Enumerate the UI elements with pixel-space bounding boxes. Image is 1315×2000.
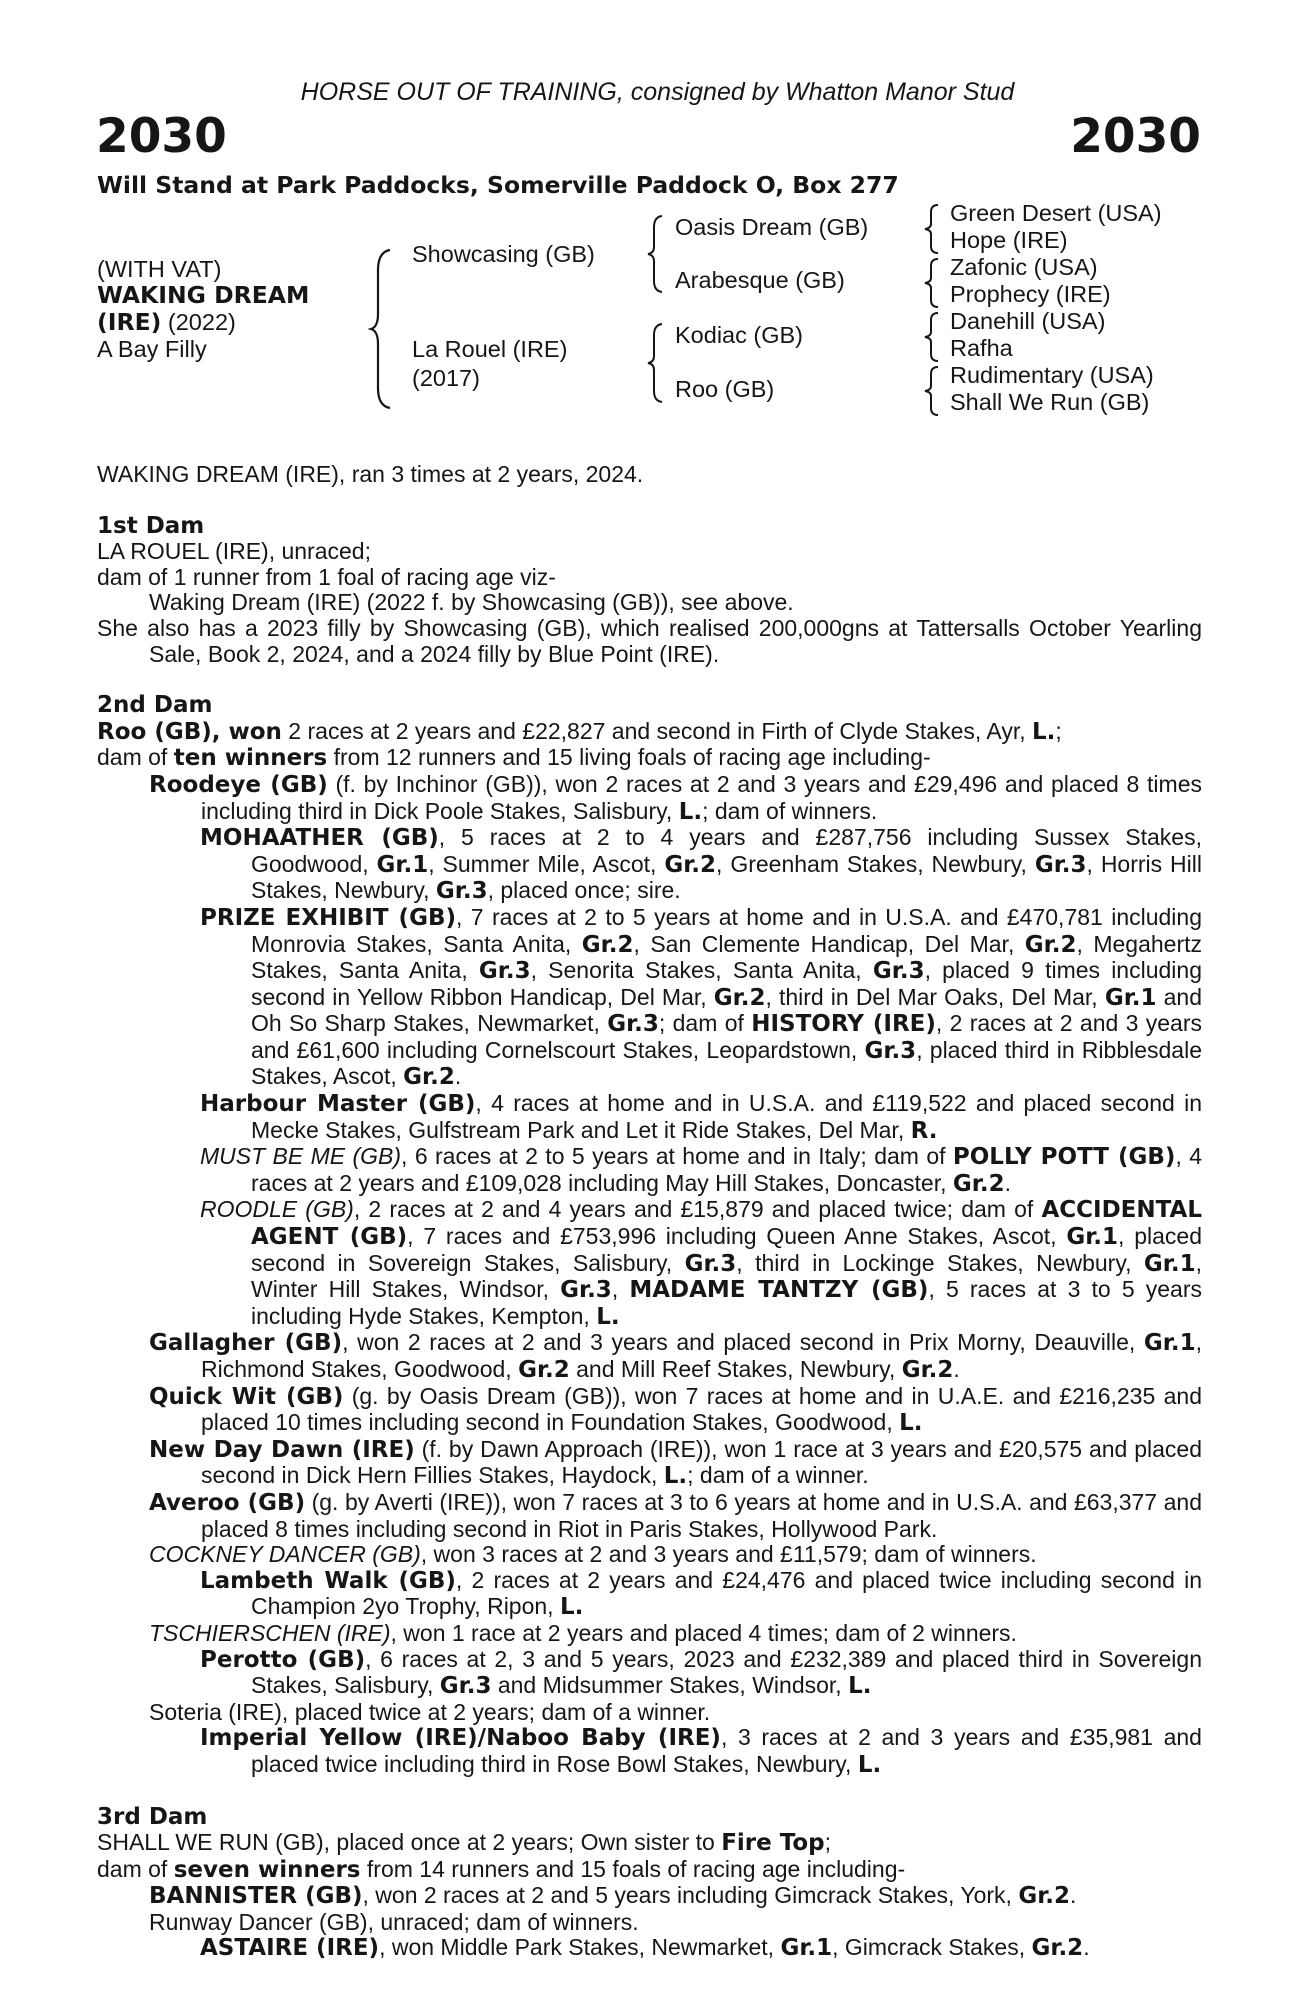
stabling-line: Will Stand at Park Paddocks, Somerville Paddock O, Box 277 bbox=[97, 171, 899, 199]
horse-description: A Bay Filly bbox=[97, 336, 207, 362]
produce-roodeye: Roodeye (GB) (f. by Inchinor (GB)), won 2 races at 2 and 3 years and £29,496 and placed 8 times including third in Dick Poole Stakes, Salisbury, L.; dam of winners. bbox=[149, 770, 1202, 825]
ped-ssd: Hope (IRE) bbox=[950, 227, 1068, 253]
first-dam-section bbox=[97, 514, 1202, 668]
produce-astaire: ASTAIRE (IRE), won Middle Park Stakes, Newmarket, Gr.1, Gimcrack Stakes, Gr.2. bbox=[200, 1934, 1090, 1962]
horse-country: (IRE) bbox=[97, 308, 162, 336]
brace-gen1 bbox=[368, 248, 396, 410]
produce-perotto: Perotto (GB), 6 races at 2, 3 and 5 years, 2023 and £232,389 and placed third in Sovereign Stakes, Salisbury, Gr.3 and Midsummer Stakes, Windsor, L. bbox=[200, 1645, 1202, 1700]
produce-averoo: Averoo (GB) (g. by Averti (IRE)), won 7 races at 3 to 6 years at home and in U.S.A. and £63,377 and placed 8 times including second in Riot in Paris Stakes, Hollywood Park. bbox=[149, 1488, 1202, 1542]
ped-dss: Danehill (USA) bbox=[950, 308, 1106, 334]
catalogue-body bbox=[97, 462, 1202, 1962]
horse-name: WAKING DREAM bbox=[97, 281, 310, 309]
brace-dam-side bbox=[645, 322, 667, 404]
produce-quick-wit: Quick Wit (GB) (g. by Oasis Dream (GB)), won 7 races at home and in U.A.E. and £216,235 and placed 10 times including second in Foundation Stakes, Goodwood, L. bbox=[149, 1382, 1202, 1437]
first-dam-heading: 1st Dam bbox=[97, 512, 205, 539]
sire-name: Showcasing (GB) bbox=[412, 241, 595, 267]
produce-bannister: BANNISTER (GB), won 2 races at 2 and 5 years including Gimcrack Stakes, York, Gr.2. bbox=[149, 1882, 1077, 1910]
second-dam-heading: 2nd Dam bbox=[97, 692, 213, 719]
dam-foaled: (2017) bbox=[412, 365, 480, 391]
lot-number-right: 2030 bbox=[1070, 109, 1201, 164]
race-summary: WAKING DREAM (IRE), ran 3 times at 2 years, 2024. bbox=[97, 461, 644, 487]
horse-name-suffix-line bbox=[97, 308, 236, 337]
second-dam-section bbox=[97, 693, 1202, 1778]
vat-label: (WITH VAT) bbox=[97, 256, 222, 282]
ped-dds: Rudimentary (USA) bbox=[950, 362, 1154, 388]
ped-ddd: Shall We Run (GB) bbox=[950, 389, 1150, 415]
second-dam-line: Roo (GB), won 2 races at 2 years and £22,827 and second in Firth of Clyde Stakes, Ayr, L.; bbox=[97, 717, 1062, 745]
sire-sire: Oasis Dream (GB) bbox=[675, 214, 869, 240]
third-dam-section bbox=[97, 1805, 1202, 1963]
produce-prize-exhibit: PRIZE EXHIBIT (GB), 7 races at 2 to 5 years at home and in U.S.A. and £470,781 including Monrovia Stakes, Santa Anita, Gr.2, San Clemente Handicap, Del Mar, Gr.2, Megahertz Stakes, Santa Anita, Gr.3, Senorita Stakes, Santa Anita, Gr.3, placed 9 times including second in Yellow Ribbon Handicap, Del Mar, Gr.2, third in Del Mar Oaks, Del Mar, Gr.1 and Oh So Sharp Stakes, Newmarket, Gr.3; dam of HISTORY (IRE), 2 races at 2 and 3 years and £61,600 including Cornelscourt Stakes, Leopardstown, Gr.3, placed third in Ribblesdale Stakes, Ascot, Gr.2. bbox=[200, 903, 1202, 1091]
produce-cockney-dancer: COCKNEY DANCER (GB), won 3 races at 2 and 3 years and £11,579; dam of winners. bbox=[149, 1541, 1037, 1568]
first-dam-foal: Waking Dream (IRE) (2022 f. by Showcasing (GB)), see above. bbox=[149, 589, 794, 616]
produce-tschierschen: TSCHIERSCHEN (IRE), won 1 race at 2 years and placed 4 times; dam of 2 winners. bbox=[149, 1619, 1017, 1646]
produce-lambeth-walk: Lambeth Walk (GB), 2 races at 2 years and £24,476 and placed twice including second in Champion 2yo Trophy, Ripon, L. bbox=[200, 1566, 1202, 1621]
third-dam-heading: 3rd Dam bbox=[97, 1803, 208, 1830]
produce-gallagher: Gallagher (GB), won 2 races at 2 and 3 years and placed second in Prix Morny, Deauville, Gr.1, Richmond Stakes, Goodwood, Gr.2 and Mill Reef Stakes, Newbury, Gr.2. bbox=[149, 1329, 1202, 1383]
consignment-line: HORSE OUT OF TRAINING, consigned by Whatton Manor Stud bbox=[300, 78, 1015, 106]
produce-imperial-yellow: Imperial Yellow (IRE)/Naboo Baby (IRE), 3 races at 2 and 3 years and £35,981 and placed twice including third in Rose Bowl Stakes, Newbury, L. bbox=[200, 1724, 1202, 1778]
ped-sss: Green Desert (USA) bbox=[950, 200, 1162, 226]
dam-dam: Roo (GB) bbox=[675, 376, 775, 402]
ped-dsd: Rafha bbox=[950, 335, 1013, 361]
produce-new-day-dawn: New Day Dawn (IRE) (f. by Dawn Approach (IRE)), won 1 race at 3 years and £20,575 and placed second in Dick Hern Fillies Stakes, Haydock, L.; dam of a winner. bbox=[149, 1435, 1202, 1490]
second-dam-produce: dam of ten winners from 12 runners and 15 living foals of racing age including- bbox=[97, 744, 931, 772]
first-dam-line: LA ROUEL (IRE), unraced; bbox=[97, 538, 371, 565]
first-dam-produce: dam of 1 runner from 1 foal of racing age viz- bbox=[97, 563, 556, 590]
brace-g3-2 bbox=[922, 257, 942, 309]
brace-sire-side bbox=[645, 214, 667, 294]
horse-foaled: (2022) bbox=[161, 309, 236, 335]
produce-mohaather: MOHAATHER (GB), 5 races at 2 to 4 years and £287,756 including Sussex Stakes, Goodwood, Gr.1, Summer Mile, Ascot, Gr.2, Greenham Stakes, Newbury, Gr.3, Horris Hill Stakes, Newbury, Gr.3, placed once; sire. bbox=[200, 824, 1202, 905]
first-dam-note: She also has a 2023 filly by Showcasing (GB), which realised 200,000gns at Tattersalls October Yearling Sale, Book 2, 2024, and a 2024 filly by Blue Point (IRE). bbox=[97, 614, 1202, 667]
third-dam-line: SHALL WE RUN (GB), placed once at 2 years; Own sister to Fire Top; bbox=[97, 1829, 832, 1857]
ped-sds: Zafonic (USA) bbox=[950, 254, 1098, 280]
lot-number-left: 2030 bbox=[96, 109, 227, 164]
dam-name: La Rouel (IRE) bbox=[412, 336, 568, 362]
produce-roodle: ROODLE (GB), 2 races at 2 and 4 years and £15,879 and placed twice; dam of ACCIDENTAL AGENT (GB), 7 races and £753,996 including Queen Anne Stakes, Ascot, Gr.1, placed second in Sovereign Stakes, Salisbury, Gr.3, third in Lockinge Stakes, Newbury, Gr.1, Winter Hill Stakes, Windsor, Gr.3, MADAME TANTZY (GB), 5 races at 3 to 5 years including Hyde Stakes, Kempton, L. bbox=[200, 1196, 1202, 1330]
produce-soteria: Soteria (IRE), placed twice at 2 years; dam of a winner. bbox=[149, 1698, 711, 1725]
brace-g3-3 bbox=[922, 311, 942, 363]
produce-harbour-master: Harbour Master (GB), 4 races at home and in U.S.A. and £119,522 and placed second in Mecke Stakes, Gulfstream Park and Let it Ride Stakes, Del Mar, R. bbox=[200, 1090, 1203, 1144]
sire-dam: Arabesque (GB) bbox=[675, 267, 845, 293]
brace-g3-4 bbox=[922, 365, 942, 417]
produce-must-be-me: MUST BE ME (GB), 6 races at 2 to 5 years at home and in Italy; dam of POLLY POTT (GB), 4 races at 2 years and £109,028 including May Hill Stakes, Doncaster, Gr.2. bbox=[200, 1143, 1203, 1197]
brace-g3-1 bbox=[922, 203, 942, 255]
produce-runway-dancer: Runway Dancer (GB), unraced; dam of winners. bbox=[149, 1908, 639, 1935]
third-dam-produce: dam of seven winners from 14 runners and 15 foals of racing age including- bbox=[97, 1855, 906, 1883]
ped-sdd: Prophecy (IRE) bbox=[950, 281, 1111, 307]
dam-sire: Kodiac (GB) bbox=[675, 322, 803, 348]
